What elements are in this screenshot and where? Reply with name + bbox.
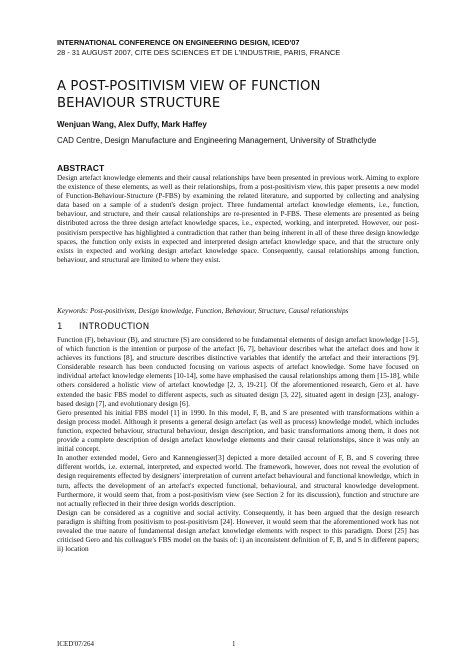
introduction-body [57, 336, 419, 554]
intro-paragraph: In another extended model, Gero and Kannengiesser[3] depicted a more detailed account of F, B, and S covering three different worlds, i.e. external, interpreted, and expected world. The framework, however, does not reveal the evolution of design requirements effected by designers' interpretation of current artefact behavioural and functional knowledge, which in turn, affects the development of an artefact's expected functional, behavioural, and structural knowledge development. Furthermore, it would seem that, from a post-positivism view (see Section 2 for its discussion), function and structure are not actually reflected in their three design worlds description. [57, 454, 419, 508]
paper-title-line-1: A POST-POSITIVISM VIEW OF FUNCTION [57, 79, 321, 94]
authors: Wenjuan Wang, Alex Duffy, Mark Haffey [57, 120, 207, 129]
conference-dates-venue: 28 - 31 AUGUST 2007, CITE DES SCIENCES ET DE L'INDUSTRIE, PARIS, FRANCE [57, 48, 341, 57]
section-title: INTRODUCTION [79, 322, 150, 332]
keywords: Keywords: Post-positivism, Design knowledge, Function, Behaviour, Structure, Causal relationships [57, 307, 349, 315]
affiliation: CAD Centre, Design Manufacture and Engineering Management, University of Strathclyde [57, 136, 377, 145]
footer-paper-id: ICED'07/264 [57, 640, 95, 648]
conference-header [57, 38, 437, 58]
paper-title-line-2: BEHAVIOUR STRUCTURE [57, 95, 221, 111]
intro-paragraph: Gero presented his initial FBS model [1] in 1990. In this model, F, B, and S are presented with transformations within a design process model. Although it presents a general design artefact (as well as process) knowledge model, which includes function, expected behaviour, structural behaviour, design description, and basic transformations among them, it does not provide a complete description of design artefact knowledge elements and their causal relationships, since it was only an initial concept. [57, 408, 419, 454]
intro-paragraph: Function (F), behaviour (B), and structure (S) are considered to be fundamental elements of design artefact knowledge [1-5], of which function is the intention or purpose of the artefact [6, 7], behaviour describes what the artefact does and how it achieves its functions [8], and structure describes distinctive variables that identify the artefact and their interactions [9]. Considerable research has been conducted focusing on various aspects of artefact knowledge. Some have focused on individual artefact knowledge elements [10-14], some have emphasised the causal relationships among them [15-18], while others considered a holistic view of artefact knowledge [2, 3, 19-21]. Of the aforementioned research, Gero et al. have extended the basic FBS model to different aspects, such as situated design [3, 22], situated agent in design [23], analogy-based design [7], and evolutionary design [6]. [57, 336, 419, 408]
footer-page-number: 1 [232, 640, 236, 648]
abstract-heading: ABSTRACT [57, 163, 105, 173]
intro-paragraph: Design can be considered as a cognitive and social activity. Consequently, it has been argued that the design research paradigm is shifting from positivism to post-positivism [24]. However, it would seem that the aforementioned work has not revealed the true nature of fundamental design artefact knowledge elements with respect to this paradigm. Dorst [25] has criticised Gero and his colleague's FBS model on the basis of: i) an inconsistent definition of F, B, and S in different papers; ii) location [57, 508, 419, 554]
section-heading-introduction [57, 322, 149, 332]
section-number: 1 [57, 322, 63, 332]
paper-title [57, 79, 447, 112]
abstract-text: Design artefact knowledge elements and their causal relationships have been presented in previous work. Aiming to explore the existence of these elements, as well as their relationships, from a post-positivism view, this paper presents a new model of Function-Behaviour-Structure (P-FBS) by examining the related literature, and supported by collecting and analysing data based on a sample of a student's design project. Three fundamental artefact knowledge elements, i.e., function, behaviour, and structure, and their causal relationships are re-presented in P-FBS. These elements are presented as being distributed across the three design artefact knowledge spaces, i.e., expected, working, and interpreted. However, our post-positivism perspective has highlighted a contradiction that rather than being inherent in all of these three design knowledge spaces, the function only exists in expected and interpreted design artefact knowledge space, and that the structure only exists in expected and working design artefact knowledge space. Consequently, causal relationships among function, behaviour, and structural are limited to where they exist. [57, 174, 419, 264]
conference-name: INTERNATIONAL CONFERENCE ON ENGINEERING DESIGN, ICED'07 [57, 38, 300, 47]
